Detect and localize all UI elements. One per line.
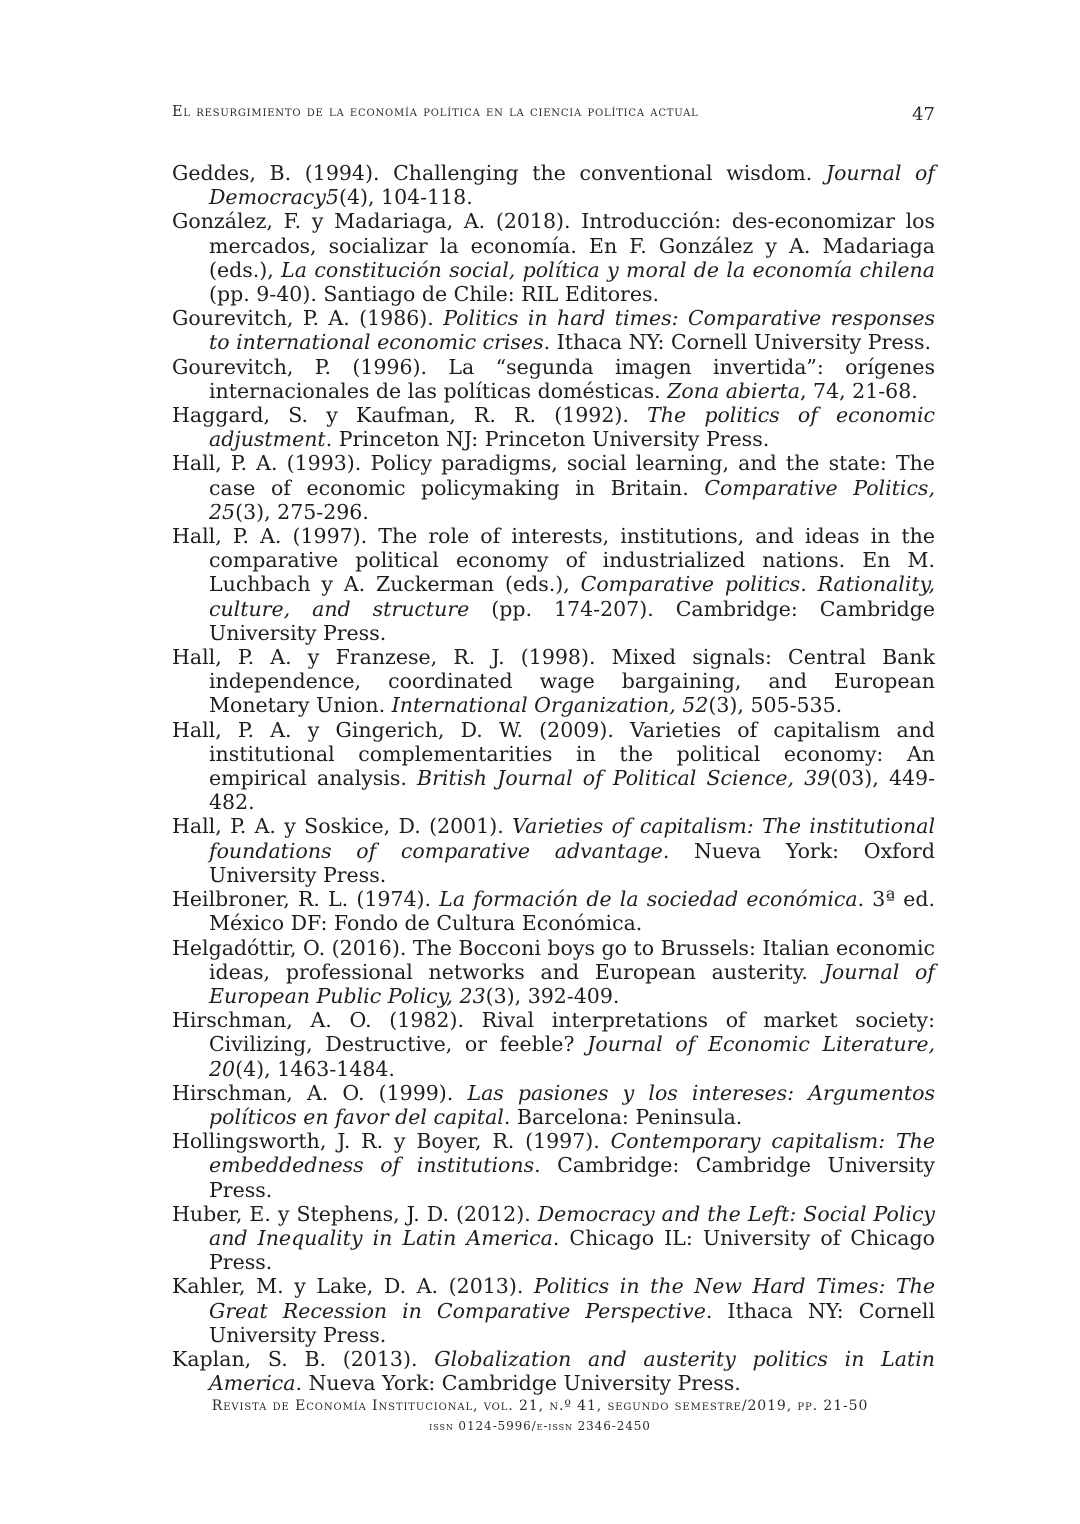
reference-item: González, F. y Madariaga, A. (2018). Introducción: des-economizar los mercados, socializar la economía. En F. González y A. Madariaga (eds.), La constitución social, política y moral de la economía chilena (pp. 9-40). Santiago de Chile: RIL Editores. [172,209,935,307]
issn-line: issn 0124-5996/e-issn 2346-2450 [429,1419,651,1433]
reference-item: Kahler, M. y Lake, D. A. (2013). Politics in the New Hard Times: The Great Recession in Comparative Perspective. Ithaca NY: Cornell University Press. [172,1274,935,1347]
page-footer [0,1396,1080,1436]
reference-item: Haggard, S. y Kaufman, R. R. (1992). The politics of economic adjustment. Princeton NJ: Princeton University Press. [172,403,935,452]
reference-item: Heilbroner, R. L. (1974). La formación de la sociedad económica. 3ª ed. México DF: Fondo de Cultura Económica. [172,887,935,936]
running-title: El resurgimiento de la economía política en la ciencia política actual [172,104,699,120]
running-head [172,104,935,130]
reference-item: Huber, E. y Stephens, J. D. (2012). Democracy and the Left: Social Policy and Inequality in Latin America. Chicago IL: University of Chicago Press. [172,1201,936,1275]
reference-item: Hollingsworth, J. R. y Boyer, R. (1997). Contemporary capitalism: The embeddedness of institutions. Cambridge: Cambridge University Press. [172,1129,935,1202]
reference-item: Hirschman, A. O. (1982). Rival interpretations of market society: Civilizing, Destructive, or feeble? Journal of Economic Literature, 20(4), 1463-1484. [172,1008,935,1081]
page-number: 47 [912,104,935,125]
reference-item: Helgadóttir, O. (2016). The Bocconi boys go to Brussels: Italian economic ideas, professional networks and European austerity. Journal of European Public Policy, 23(3), 392-409. [172,935,935,1008]
reference-item: Gourevitch, P. (1996). La “segunda imagen invertida”: orígenes internacionales de las políticas domésticas. Zona abierta, 74, 21-68. [172,354,935,403]
journal-citation: Revista de Economía Institucional, vol. 21, n.º 41, segundo semestre/2019, pp. 21-50 [211,1398,869,1414]
reference-item: Hall, P. A. y Soskice, D. (2001). Varieties of capitalism: The institutional foundations of comparative advantage. Nueva York: Oxford University Press. [172,814,935,887]
reference-item: Geddes, B. (1994). Challenging the conventional wisdom. Journal of Democracy5(4), 104-118. [172,161,935,210]
reference-item: Hirschman, A. O. (1999). Las pasiones y los intereses: Argumentos políticos en favor del capital. Barcelona: Peninsula. [172,1080,935,1129]
reference-item: Hall, P. A. y Franzese, R. J. (1998). Mixed signals: Central Bank independence, coordinated wage bargaining, and European Monetary Union. International Organization, 52(3), 505-535. [172,645,935,718]
reference-item: Hall, P. A. y Gingerich, D. W. (2009). Varieties of capitalism and institutional complementarities in the political economy: An empirical analysis. British Journal of Political Science, 39(03), 449-482. [172,717,936,815]
reference-list [172,161,935,1395]
reference-item: Hall, P. A. (1997). The role of interests, institutions, and ideas in the comparative political economy of industrialized nations. En M. Luchbach y A. Zuckerman (eds.), Comparative politics. Rationality, culture, and structure (pp. 174-207). Cambridge: Cambridge University Press. [172,524,936,645]
reference-item: Hall, P. A. (1993). Policy paradigms, social learning, and the state: The case of economic policymaking in Britain. Comparative Politics, 25(3), 275-296. [172,451,935,524]
reference-item: Gourevitch, P. A. (1986). Politics in hard times: Comparative responses to international economic crises. Ithaca NY: Cornell University Press. [172,306,935,355]
reference-item: Kaplan, S. B. (2013). Globalization and austerity politics in Latin America. Nueva York: Cambridge University Press. [172,1346,935,1396]
